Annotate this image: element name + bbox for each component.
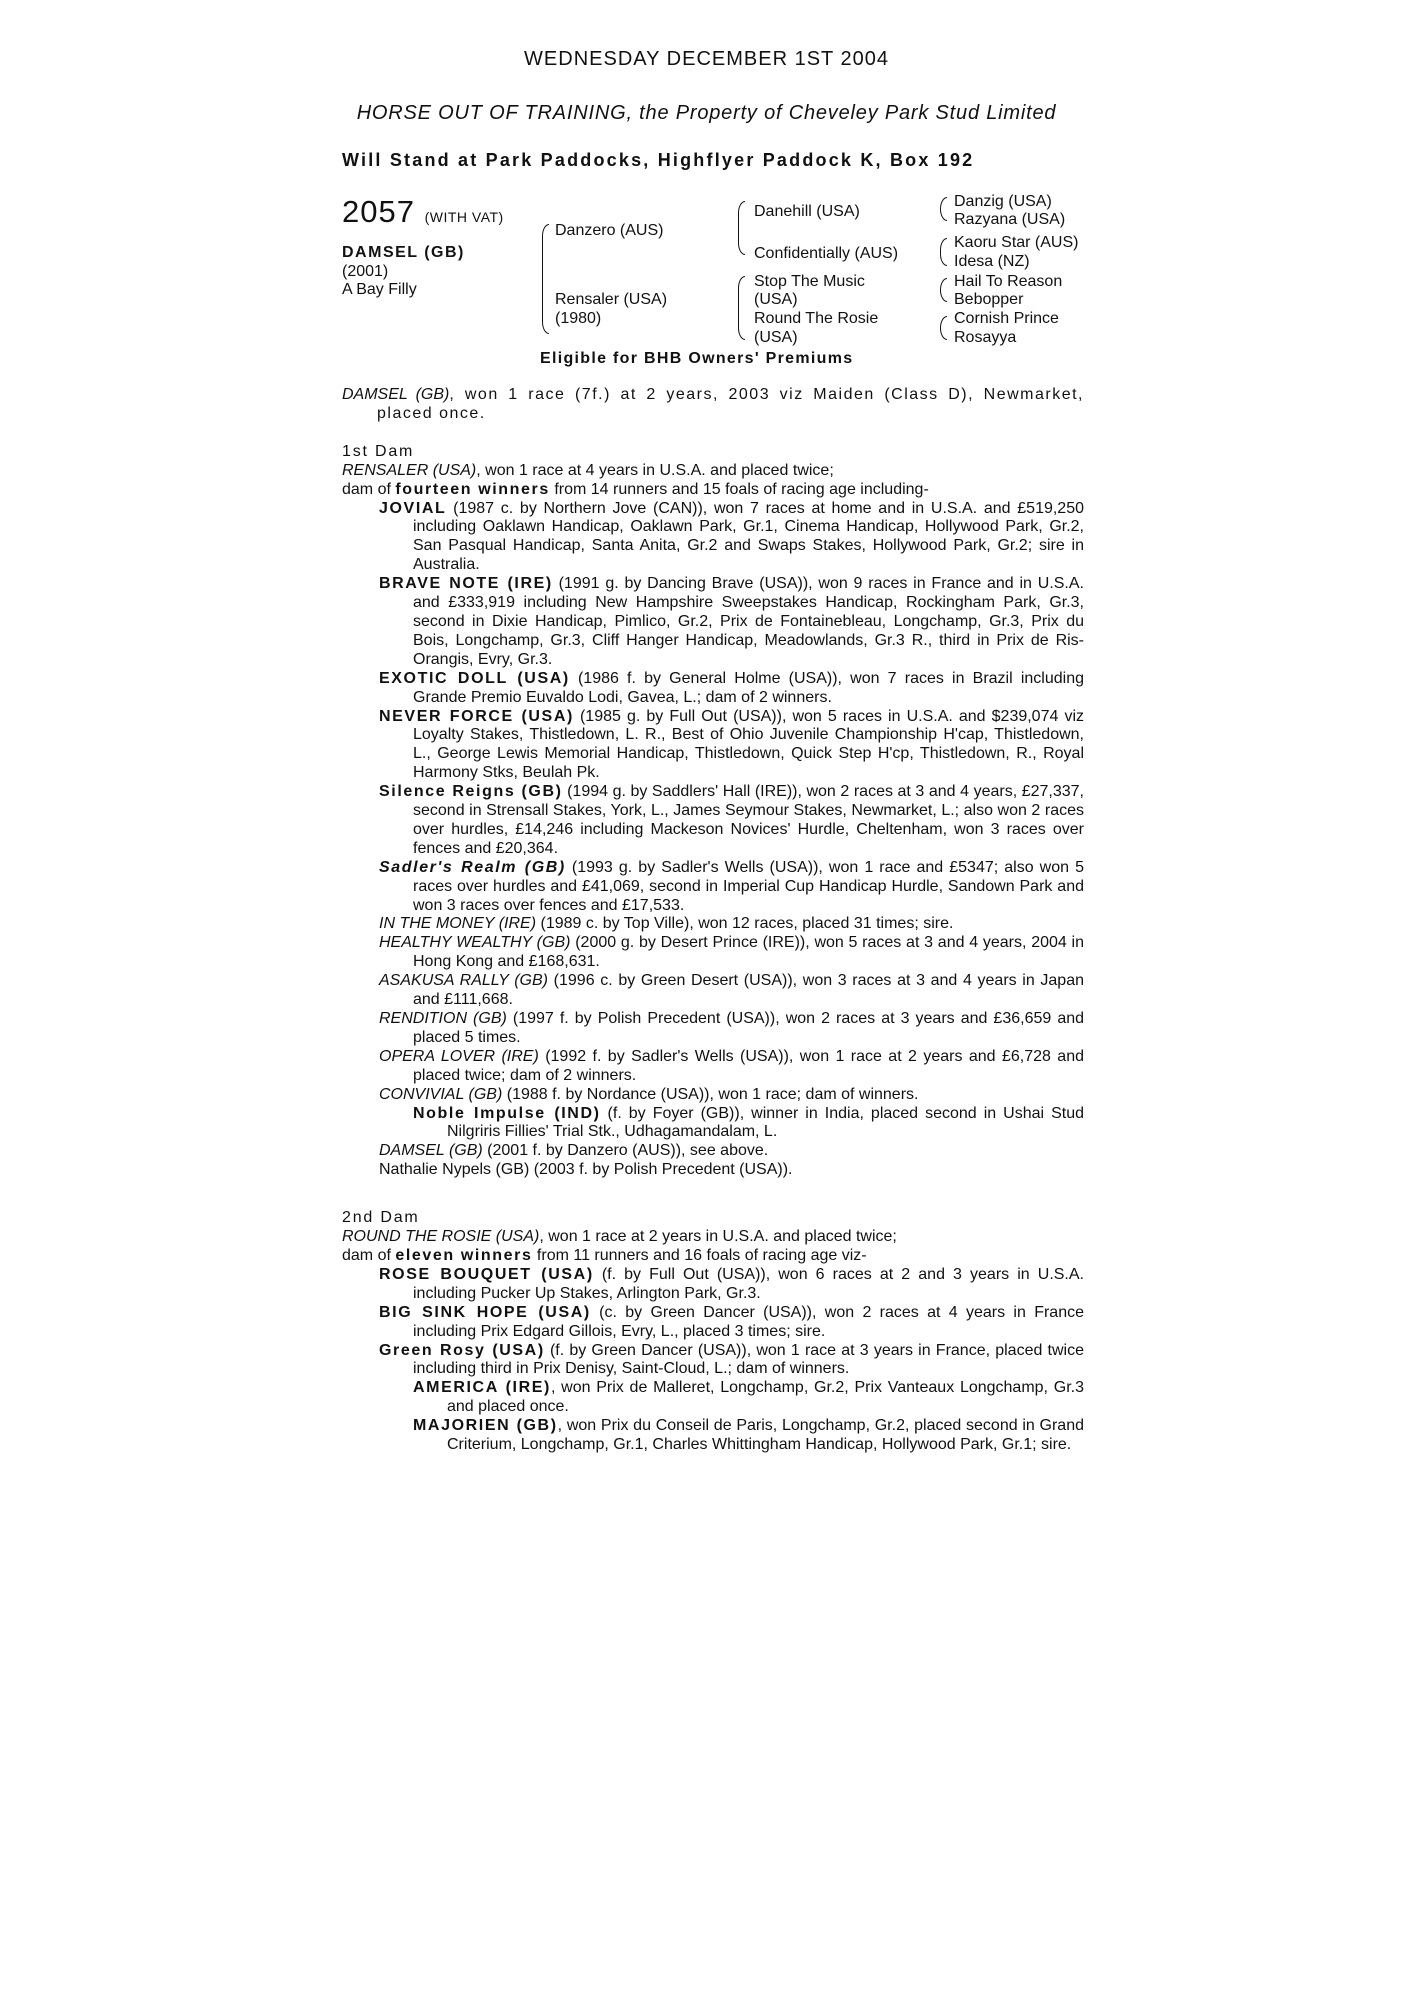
pedigree-dam-sire-2: (USA) [754,291,798,308]
second-dam-summary: dam of eleven winners from 11 runners and 16 foals of racing age viz- [342,1246,867,1264]
first-dam-heading: 1st Dam [342,442,415,460]
progeny-in-the-money: IN THE MONEY (IRE) (1989 c. by Top Ville), won 12 races, placed 31 times; sire. [379,915,954,933]
pedigree-brace-gen3-1 [940,197,947,221]
progeny-asakusa-rally: ASAKUSA RALLY (GB) (1996 c. by Green Desert (USA)), won 3 races at 3 and 4 years in Japan and £111,668. [379,972,1085,1009]
pedigree-brace-sire [738,201,745,255]
pedigree-dam-sire-1: Stop The Music [754,273,865,290]
sale-date: WEDNESDAY DECEMBER 1ST 2004 [524,48,889,70]
pedigree-brace-gen1 [542,224,549,334]
progeny-healthy-wealthy: HEALTHY WEALTHY (GB) (2000 g. by Desert Prince (IRE)), won 5 races at 3 and 4 years, 2004 in Hong Kong and £168,631. [379,934,1084,971]
progeny-exotic-doll: EXOTIC DOLL (USA) (1986 f. by General Holme (USA)), won 7 races in Brazil including Grande Premio Euvaldo Lodi, Gavea, L.; dam of 2 winners. [379,669,1084,706]
lot-number: 2057 [342,194,415,229]
progeny-opera-lover: OPERA LOVER (IRE) (1992 f. by Sadler's Wells (USA)), won 1 race at 2 years and £6,728 and placed twice; dam of 2 winners. [379,1047,1084,1084]
pedigree-sire-sire: Danehill (USA) [754,203,860,220]
catalogue-body [342,386,1084,1455]
pedigree-brace-gen3-3 [940,278,947,302]
progeny-sadlers-realm: Sadler's Realm (GB) (1993 g. by Sadler's Wells (USA)), won 1 race and £5347; also won 5 races over hurdles and £41,069, second in Imperial Cup Handicap Hurdle, Sandown Park and won 3 races over fences and £17,533. [379,858,1084,914]
pedigree-dam: Rensaler (USA) [555,291,668,308]
progeny-silence-reigns: Silence Reigns (GB) (1994 g. by Saddlers' Hall (IRE)), won 2 races at 3 and 4 years, £27,337, second in Strensall Stakes, York, L., James Seymour Stakes, Newmarket, L.; also won 2 races over hurdles, £14,246 including Mackeson Novices' Hurdle, Cheltenham, won 3 races over fences and £20,364. [379,783,1084,857]
premium-eligibility: Eligible for BHB Owners' Premiums [540,350,854,367]
second-dam-heading: 2nd Dam [342,1209,420,1227]
second-dam-name: ROUND THE ROSIE (USA) [342,1228,540,1246]
progeny-convivial: CONVIVIAL (GB) (1988 f. by Nordance (USA)), won 1 race; dam of winners. [379,1085,919,1103]
pedigree-brace-dam [738,276,745,340]
racing-record [342,386,1084,424]
lot-title: HORSE OUT OF TRAINING, the Property of Cheveley Park Stud Limited [356,102,1057,124]
first-dam-name: RENSALER (USA) [342,461,477,479]
progeny-noble-impulse: Noble Impulse (IND) (f. by Foyer (GB)), winner in India, placed second in Ushai Stud Nilgriris Fillies' Trial Stk., Udhagamandalam, L. [413,1104,1084,1141]
second-dam-record: ROUND THE ROSIE (USA), won 1 race at 2 years in U.S.A. and placed twice; [342,1228,897,1246]
progeny-rendition: RENDITION (GB) (1997 f. by Polish Precedent (USA)), won 2 races at 3 years and £36,659 and placed 5 times. [379,1010,1085,1046]
pedigree-dss: Hail To Reason [954,273,1063,290]
record-text: , won 1 race (7f.) at 2 years, 2003 viz Maiden (Class D), Newmarket, placed once. [377,386,1084,422]
pedigree-brace-gen3-4 [940,316,947,340]
pedigree-ddd: Rosayya [954,329,1017,346]
first-dam-summary: dam of fourteen winners from 14 runners and 15 foals of racing age including- [342,480,929,498]
pedigree-dam-dam-1: Round The Rosie [754,310,879,327]
progeny-damsel: DAMSEL (GB) (2001 f. by Danzero (AUS)), see above. [379,1142,769,1160]
progeny-never-force: NEVER FORCE (USA) (1985 g. by Full Out (USA)), won 5 races in U.S.A. and $239,074 viz Loyalty Stakes, Thistledown, L. R., Best of Ohio Juvenile Championship H'cap, Thistledown, L., George Lewis Memorial Handicap, Thistledown, Quick Step H'cp, Thistledown, R., Royal Harmony Stks, Beulah Pk. [379,707,1084,782]
progeny-majorien: MAJORIEN (GB), won Prix du Conseil de Paris, Longchamp, Gr.2, placed second in Grand Criterium, Longchamp, Gr.1, Charles Whittingham Handicap, Hollywood Park, Gr.1; sire. [413,1417,1084,1454]
progeny-rose-bouquet: ROSE BOUQUET (USA) (f. by Full Out (USA)), won 6 races at 2 and 3 years in U.S.A. including Pucker Up Stakes, Arlington Park, Gr.3. [379,1265,1084,1302]
horse-name: DAMSEL (GB) [342,244,465,261]
spacer [342,424,1084,443]
progeny-america: AMERICA (IRE), won Prix de Malleret, Longchamp, Gr.2, Prix Vanteaux Longchamp, Gr.3 and placed once. [413,1379,1084,1416]
progeny-jovial: JOVIAL (1987 c. by Northern Jove (CAN)), won 7 races at home and in U.S.A. and £519,250 including Oaklawn Handicap, Oaklawn Park, Gr.1, Cinema Handicap, Hollywood Park, Gr.2, San Pasqual Handicap, Santa Anita, Gr.2 and Swaps Stakes, Hollywood Park, Gr.2; sire in Australia. [379,499,1084,574]
record-horse-name: DAMSEL (GB) [342,386,450,403]
pedigree-sdd: Idesa (NZ) [954,253,1030,270]
first-dam-record: RENSALER (USA), won 1 race at 4 years in U.S.A. and placed twice; [342,461,834,479]
stand-location: Will Stand at Park Paddocks, Highflyer Paddock K, Box 192 [342,150,975,170]
horse-year: (2001) [342,263,389,280]
pedigree-sds: Kaoru Star (AUS) [954,234,1079,251]
pedigree-sire-dam: Confidentially (AUS) [754,245,899,262]
progeny-nathalie-nypels: Nathalie Nypels (GB) (2003 f. by Polish Precedent (USA)). [379,1161,793,1179]
spacer [342,1180,1084,1209]
progeny-brave-note: BRAVE NOTE (IRE) (1991 g. by Dancing Brave (USA)), won 9 races in France and in U.S.A. and £333,919 including New Hampshire Sweepstakes Handicap, Rockingham Park, Gr.3, second in Dixie Handicap, Pimlico, Gr.2, Prix de Fontainebleau, Longchamp, Gr.3, Prix du Bois, Longchamp, Gr.3, Cliff Hanger Handicap, Meadowlands, Gr.3 R., third in Prix de Ris-Orangis, Evry, Gr.3. [379,575,1084,668]
pedigree-dsd: Bebopper [954,291,1024,308]
lot-number-line [342,194,504,230]
vat-note: (WITH VAT) [424,209,504,225]
progeny-green-rosy: Green Rosy (USA) (f. by Green Dancer (USA)), won 1 race at 3 years in France, placed twice including third in Prix Denisy, Saint-Cloud, L.; dam of winners. [379,1341,1084,1378]
pedigree-dam-year: (1980) [555,310,602,327]
pedigree-dam-dam-2: (USA) [754,329,798,346]
pedigree-brace-gen3-2 [940,238,947,266]
pedigree-sss: Danzig (USA) [954,193,1052,210]
horse-description: A Bay Filly [342,281,417,298]
progeny-big-sink-hope: BIG SINK HOPE (USA) (c. by Green Dancer (USA)), won 2 races at 4 years in France including Prix Edgard Gillois, Evry, L., placed 3 times; sire. [379,1303,1084,1340]
pedigree-dds: Cornish Prince [954,310,1059,327]
pedigree-ssd: Razyana (USA) [954,211,1066,228]
pedigree-sire: Danzero (AUS) [555,222,664,239]
